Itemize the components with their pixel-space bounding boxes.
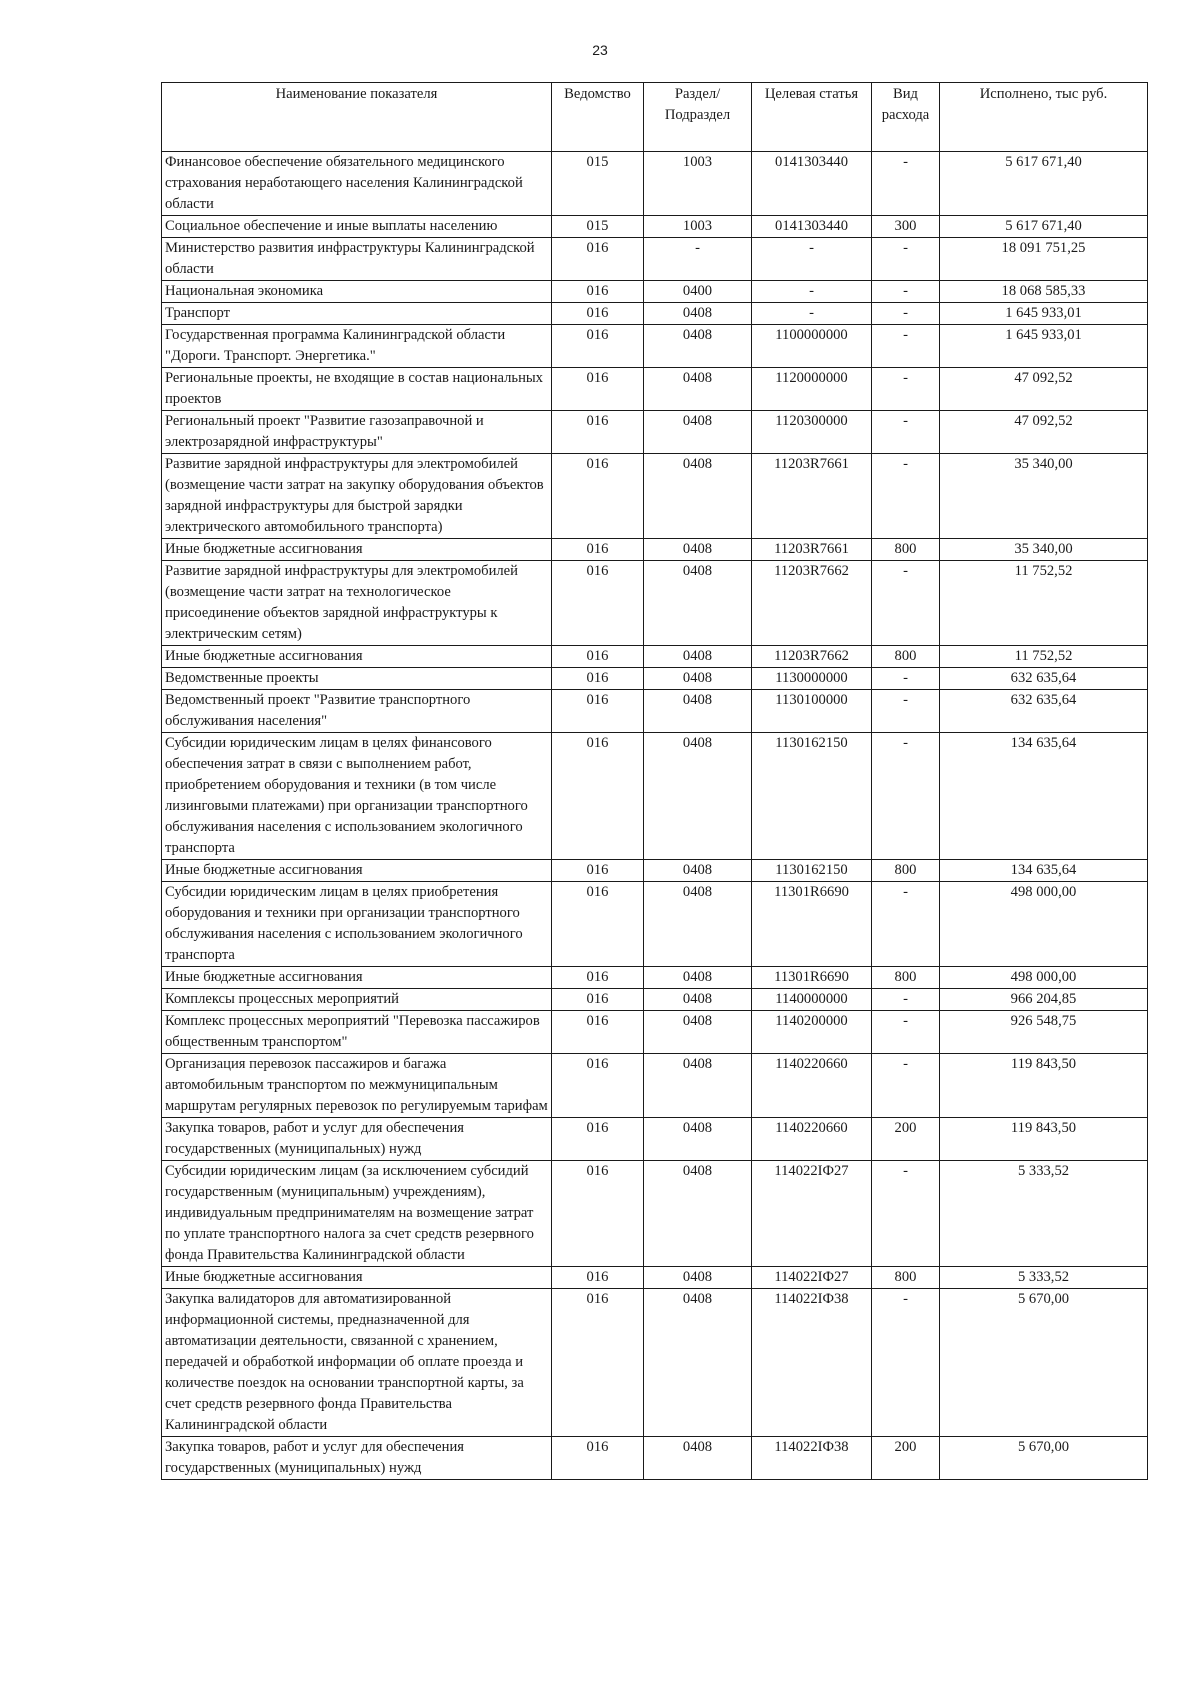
expenditure-table [161,82,1148,1480]
cell-section: 1003 [644,216,752,238]
cell-department: 016 [552,281,644,303]
table-row [162,1267,1148,1289]
cell-section: 0408 [644,989,752,1011]
cell-target: 114022IФ38 [752,1289,872,1437]
cell-target: 11203R7662 [752,561,872,646]
cell-amount: 1 645 933,01 [940,303,1148,325]
cell-name: Иные бюджетные ассигнования [162,1267,552,1289]
cell-name: Транспорт [162,303,552,325]
cell-section: 0408 [644,1011,752,1054]
table-row [162,690,1148,733]
cell-name: Субсидии юридическим лицам в целях финансового обеспечения затрат в связи с выполнением работ, приобретением оборудования и техники (в том числе лизинговыми платежами) при организации транспортного обслуживания населения с использованием экологичного транспорта [162,733,552,860]
table-row [162,989,1148,1011]
cell-department: 016 [552,1054,644,1118]
cell-section: 0408 [644,1267,752,1289]
cell-kind: - [872,882,940,967]
cell-amount: 966 204,85 [940,989,1148,1011]
cell-kind: 200 [872,1437,940,1480]
cell-department: 016 [552,860,644,882]
table-row [162,411,1148,454]
cell-section: - [644,238,752,281]
cell-name: Комплексы процессных мероприятий [162,989,552,1011]
cell-kind: - [872,668,940,690]
cell-department: 016 [552,690,644,733]
cell-amount: 498 000,00 [940,967,1148,989]
cell-name: Иные бюджетные ассигнования [162,539,552,561]
cell-department: 016 [552,561,644,646]
table-row [162,860,1148,882]
cell-amount: 632 635,64 [940,690,1148,733]
cell-section: 1003 [644,152,752,216]
cell-kind: 300 [872,216,940,238]
table-row [162,668,1148,690]
table-row [162,646,1148,668]
cell-target: 11203R7662 [752,646,872,668]
cell-amount: 11 752,52 [940,646,1148,668]
cell-section: 0408 [644,646,752,668]
cell-name: Финансовое обеспечение обязательного медицинского страхования неработающего населения Калининградской области [162,152,552,216]
cell-kind: 800 [872,967,940,989]
cell-name: Комплекс процессных мероприятий "Перевозка пассажиров общественным транспортом" [162,1011,552,1054]
cell-section: 0408 [644,454,752,539]
table-row [162,539,1148,561]
cell-amount: 5 333,52 [940,1267,1148,1289]
header-name: Наименование показателя [162,83,552,152]
cell-kind: 800 [872,1267,940,1289]
cell-name: Ведомственный проект "Развитие транспортного обслуживания населения" [162,690,552,733]
cell-target: 114022IФ27 [752,1161,872,1267]
cell-target: 0141303440 [752,216,872,238]
cell-section: 0408 [644,303,752,325]
cell-department: 015 [552,216,644,238]
cell-name: Закупка товаров, работ и услуг для обеспечения государственных (муниципальных) нужд [162,1437,552,1480]
cell-section: 0408 [644,1161,752,1267]
cell-target: 1130162150 [752,733,872,860]
cell-kind: - [872,303,940,325]
table-row [162,1118,1148,1161]
cell-kind: 800 [872,860,940,882]
cell-amount: 5 670,00 [940,1289,1148,1437]
table-row [162,281,1148,303]
cell-target: - [752,238,872,281]
cell-target: 114022IФ27 [752,1267,872,1289]
table-row [162,368,1148,411]
table-row [162,303,1148,325]
cell-amount: 926 548,75 [940,1011,1148,1054]
cell-kind: - [872,281,940,303]
cell-section: 0408 [644,1054,752,1118]
table-header-row [162,83,1148,152]
cell-department: 016 [552,303,644,325]
cell-target: 1140220660 [752,1118,872,1161]
cell-amount: 18 091 751,25 [940,238,1148,281]
cell-amount: 498 000,00 [940,882,1148,967]
cell-name: Развитие зарядной инфраструктуры для электромобилей (возмещение части затрат на технологическое присоединение объектов зарядной инфраструктуры к электрическим сетям) [162,561,552,646]
cell-section: 0408 [644,539,752,561]
cell-kind: - [872,561,940,646]
cell-amount: 5 617 671,40 [940,152,1148,216]
table-row [162,238,1148,281]
table-row [162,882,1148,967]
cell-name: Субсидии юридическим лицам (за исключением субсидий государственным (муниципальным) учреждениям), индивидуальным предпринимателям на возмещение затрат по уплате транспортного налога за счет средств резервного фонда Правительства Калининградской области [162,1161,552,1267]
page-number: 23 [592,42,608,58]
cell-department: 016 [552,454,644,539]
cell-target: 11203R7661 [752,454,872,539]
cell-department: 016 [552,1118,644,1161]
cell-kind: - [872,733,940,860]
table-row [162,967,1148,989]
cell-department: 016 [552,411,644,454]
cell-target: 1120000000 [752,368,872,411]
cell-department: 016 [552,368,644,411]
cell-department: 016 [552,882,644,967]
cell-department: 016 [552,668,644,690]
cell-section: 0408 [644,325,752,368]
cell-name: Национальная экономика [162,281,552,303]
cell-department: 016 [552,539,644,561]
cell-amount: 134 635,64 [940,733,1148,860]
cell-kind: - [872,1161,940,1267]
cell-name: Иные бюджетные ассигнования [162,967,552,989]
cell-name: Государственная программа Калининградской области "Дороги. Транспорт. Энергетика." [162,325,552,368]
cell-name: Закупка валидаторов для автоматизированной информационной системы, предназначенной для автоматизации деятельности, связанной с хранением, передачей и обработкой информации об оплате проезда и количестве поездок на основании транспортной карты, за счет средств резервного фонда Правительства Калининградской области [162,1289,552,1437]
cell-amount: 632 635,64 [940,668,1148,690]
cell-section: 0408 [644,690,752,733]
cell-section: 0408 [644,1289,752,1437]
cell-name: Закупка товаров, работ и услуг для обеспечения государственных (муниципальных) нужд [162,1118,552,1161]
cell-kind: - [872,368,940,411]
table-row [162,1437,1148,1480]
cell-kind: - [872,989,940,1011]
cell-amount: 47 092,52 [940,368,1148,411]
cell-kind: 800 [872,539,940,561]
table-row [162,1289,1148,1437]
cell-section: 0408 [644,733,752,860]
cell-name: Организация перевозок пассажиров и багажа автомобильным транспортом по межмуниципальным маршрутам регулярных перевозок по регулируемым тарифам [162,1054,552,1118]
cell-name: Министерство развития инфраструктуры Калининградской области [162,238,552,281]
cell-amount: 11 752,52 [940,561,1148,646]
table-row [162,152,1148,216]
cell-target: 1130162150 [752,860,872,882]
cell-amount: 1 645 933,01 [940,325,1148,368]
cell-kind: - [872,690,940,733]
cell-kind: 800 [872,646,940,668]
cell-kind: - [872,1011,940,1054]
table-row [162,1054,1148,1118]
cell-kind: - [872,454,940,539]
cell-section: 0408 [644,860,752,882]
cell-amount: 5 617 671,40 [940,216,1148,238]
cell-section: 0408 [644,368,752,411]
cell-name: Иные бюджетные ассигнования [162,646,552,668]
cell-amount: 5 333,52 [940,1161,1148,1267]
cell-amount: 18 068 585,33 [940,281,1148,303]
cell-target: 1120300000 [752,411,872,454]
cell-section: 0408 [644,967,752,989]
header-section: Раздел/ Подраздел [644,83,752,152]
cell-department: 016 [552,1161,644,1267]
cell-target: 114022IФ38 [752,1437,872,1480]
cell-amount: 35 340,00 [940,539,1148,561]
cell-target: 11301R6690 [752,967,872,989]
cell-name: Субсидии юридическим лицам в целях приобретения оборудования и техники при организации транспортного обслуживания населения с использованием экологичного транспорта [162,882,552,967]
cell-amount: 134 635,64 [940,860,1148,882]
cell-amount: 119 843,50 [940,1054,1148,1118]
table-row [162,1161,1148,1267]
cell-target: 1140000000 [752,989,872,1011]
cell-section: 0408 [644,411,752,454]
cell-section: 0408 [644,882,752,967]
cell-target: 11301R6690 [752,882,872,967]
cell-department: 016 [552,967,644,989]
table-row [162,561,1148,646]
cell-name: Ведомственные проекты [162,668,552,690]
cell-target: 1100000000 [752,325,872,368]
cell-department: 016 [552,646,644,668]
cell-target: 1130100000 [752,690,872,733]
cell-amount: 5 670,00 [940,1437,1148,1480]
cell-name: Региональный проект "Развитие газозаправочной и электрозарядной инфраструктуры" [162,411,552,454]
cell-department: 016 [552,325,644,368]
cell-department: 016 [552,238,644,281]
header-kind: Вид расхода [872,83,940,152]
table-row [162,733,1148,860]
table-row [162,454,1148,539]
cell-department: 016 [552,1011,644,1054]
table-row [162,1011,1148,1054]
cell-kind: - [872,325,940,368]
cell-target: 1140200000 [752,1011,872,1054]
cell-department: 016 [552,1267,644,1289]
cell-kind: - [872,152,940,216]
table-row [162,216,1148,238]
header-amount: Исполнено, тыс руб. [940,83,1148,152]
cell-section: 0400 [644,281,752,303]
cell-kind: - [872,411,940,454]
cell-target: 0141303440 [752,152,872,216]
cell-kind: - [872,1289,940,1437]
cell-target: - [752,281,872,303]
cell-kind: - [872,238,940,281]
cell-section: 0408 [644,561,752,646]
cell-amount: 35 340,00 [940,454,1148,539]
cell-section: 0408 [644,668,752,690]
cell-target: 1140220660 [752,1054,872,1118]
cell-section: 0408 [644,1437,752,1480]
cell-name: Иные бюджетные ассигнования [162,860,552,882]
cell-department: 016 [552,733,644,860]
cell-kind: - [872,1054,940,1118]
cell-section: 0408 [644,1118,752,1161]
cell-target: - [752,303,872,325]
cell-target: 11203R7661 [752,539,872,561]
cell-target: 1130000000 [752,668,872,690]
cell-department: 016 [552,1289,644,1437]
cell-department: 015 [552,152,644,216]
cell-name: Социальное обеспечение и иные выплаты населению [162,216,552,238]
cell-department: 016 [552,989,644,1011]
header-department: Ведомство [552,83,644,152]
cell-amount: 47 092,52 [940,411,1148,454]
table-row [162,325,1148,368]
cell-kind: 200 [872,1118,940,1161]
cell-name: Региональные проекты, не входящие в состав национальных проектов [162,368,552,411]
cell-name: Развитие зарядной инфраструктуры для электромобилей (возмещение части затрат на закупку оборудования объектов зарядной инфраструктуры для быстрой зарядки электрического автомобильного транспорта) [162,454,552,539]
header-target: Целевая статья [752,83,872,152]
cell-amount: 119 843,50 [940,1118,1148,1161]
cell-department: 016 [552,1437,644,1480]
